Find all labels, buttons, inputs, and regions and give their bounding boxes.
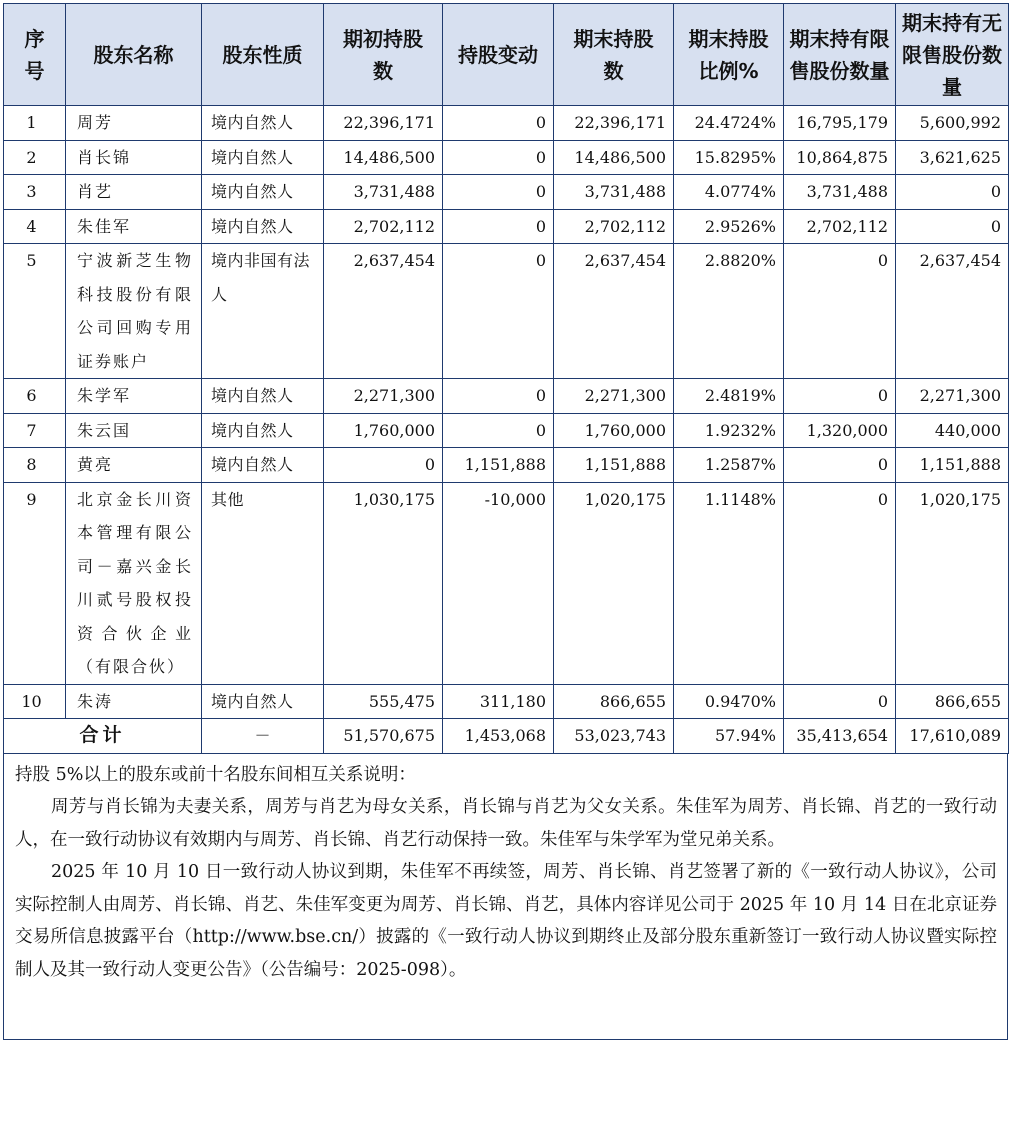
header-start: 期初持股数 [324,4,443,106]
table-row [4,448,1009,483]
cell-end: 866,655 [554,684,674,719]
cell-name: 肖长锦 [66,140,202,175]
table-row [4,379,1009,414]
cell-end: 14,486,500 [554,140,674,175]
cell-unrestricted: 1,151,888 [896,448,1009,483]
table-row [4,684,1009,719]
table-row [4,175,1009,210]
cell-ratio: 4.0774% [674,175,784,210]
cell-name: 朱佳军 [66,209,202,244]
cell-start: 14,486,500 [324,140,443,175]
cell-change: 311,180 [443,684,554,719]
cell-no: 8 [4,448,66,483]
cell-no: 3 [4,175,66,210]
cell-restricted: 16,795,179 [784,106,896,141]
header-name: 股东名称 [66,4,202,106]
total-restricted: 35,413,654 [784,719,896,754]
cell-no: 5 [4,244,66,379]
cell-unrestricted: 5,600,992 [896,106,1009,141]
cell-restricted: 2,702,112 [784,209,896,244]
cell-start: 3,731,488 [324,175,443,210]
cell-ratio: 1.9232% [674,413,784,448]
cell-ratio: 0.9470% [674,684,784,719]
total-end: 53,023,743 [554,719,674,754]
note-paragraph: 周芳与肖长锦为夫妻关系，周芳与肖艺为母女关系，肖长锦与肖艺为父女关系。朱佳军为周芳、肖长锦、肖艺的一致行动人，在一致行动协议有效期内与周芳、肖长锦、肖艺行动保持一致。朱佳军与朱学军为堂兄弟关系。 [15,797,997,850]
cell-type: 境内自然人 [202,684,324,719]
top-ten-shareholders-table [3,3,1009,754]
cell-restricted: 1,320,000 [784,413,896,448]
cell-change: 0 [443,175,554,210]
cell-change: 0 [443,209,554,244]
cell-restricted: 0 [784,244,896,379]
cell-type: 境内非国有法人 [202,244,324,379]
relationship-note [3,754,1008,1040]
cell-ratio: 24.4724% [674,106,784,141]
cell-no: 6 [4,379,66,414]
cell-change: 0 [443,413,554,448]
table-row [4,106,1009,141]
cell-change: 0 [443,106,554,141]
total-change: 1,453,068 [443,719,554,754]
cell-type: 境内自然人 [202,379,324,414]
note-title: 持股 5%以上的股东或前十名股东间相互关系说明： [15,764,416,785]
cell-restricted: 0 [784,482,896,684]
cell-name: 宁波新芝生物科技股份有限公司回购专用证券账户 [66,244,202,379]
cell-unrestricted: 2,271,300 [896,379,1009,414]
total-row [4,719,1009,754]
cell-name: 朱涛 [66,684,202,719]
cell-end: 2,702,112 [554,209,674,244]
cell-restricted: 0 [784,448,896,483]
cell-change: -10,000 [443,482,554,684]
cell-ratio: 1.2587% [674,448,784,483]
header-unrestricted: 期末持有无限售股份数量 [896,4,1009,106]
cell-start: 1,760,000 [324,413,443,448]
cell-start: 2,271,300 [324,379,443,414]
cell-change: 0 [443,140,554,175]
cell-type: 其他 [202,482,324,684]
header-type: 股东性质 [202,4,324,106]
header-end: 期末持股数 [554,4,674,106]
cell-unrestricted: 0 [896,175,1009,210]
cell-no: 10 [4,684,66,719]
cell-end: 2,271,300 [554,379,674,414]
header-restricted: 期末持有限售股份数量 [784,4,896,106]
cell-ratio: 15.8295% [674,140,784,175]
table-header-row [4,4,1009,106]
cell-unrestricted: 1,020,175 [896,482,1009,684]
table-row [4,244,1009,379]
cell-type: 境内自然人 [202,106,324,141]
cell-start: 555,475 [324,684,443,719]
table-row [4,140,1009,175]
cell-end: 1,760,000 [554,413,674,448]
total-type: － [202,719,324,754]
note-paragraph: 2025 年 10 月 10 日一致行动人协议到期，朱佳军不再续签，周芳、肖长锦、肖艺签署了新的《一致行动人协议》，公司实际控制人由周芳、肖长锦、肖艺、朱佳军变更为周芳、肖长锦、肖艺，具体内容详见公司于 2025 年 10 月 14 日在北京证券交易所信息披露平台（http://www.bse.cn/）披露的《一致行动人协议到期终止及部分股东重新签订一致行动人协议暨实际控制人及其一致行动人变更公告》（公告编号：2025-098）。 [15,862,997,980]
cell-end: 3,731,488 [554,175,674,210]
table-row [4,482,1009,684]
table-row [4,209,1009,244]
cell-ratio: 2.8820% [674,244,784,379]
cell-type: 境内自然人 [202,413,324,448]
cell-ratio: 2.9526% [674,209,784,244]
total-unrestricted: 17,610,089 [896,719,1009,754]
cell-type: 境内自然人 [202,448,324,483]
cell-start: 1,030,175 [324,482,443,684]
cell-ratio: 1.1148% [674,482,784,684]
cell-type: 境内自然人 [202,209,324,244]
table-row [4,413,1009,448]
cell-restricted: 3,731,488 [784,175,896,210]
shareholder-table-container [3,3,1008,1040]
cell-name: 黄亮 [66,448,202,483]
header-no: 序号 [4,4,66,106]
header-change: 持股变动 [443,4,554,106]
cell-unrestricted: 0 [896,209,1009,244]
cell-no: 1 [4,106,66,141]
cell-name: 北京金长川资本管理有限公司－嘉兴金长川贰号股权投资合伙企业（有限合伙） [66,482,202,684]
total-start: 51,570,675 [324,719,443,754]
cell-restricted: 0 [784,379,896,414]
total-label: 合计 [4,719,202,754]
cell-end: 22,396,171 [554,106,674,141]
cell-start: 22,396,171 [324,106,443,141]
cell-start: 2,637,454 [324,244,443,379]
cell-no: 7 [4,413,66,448]
cell-end: 1,020,175 [554,482,674,684]
cell-unrestricted: 440,000 [896,413,1009,448]
cell-name: 肖艺 [66,175,202,210]
cell-start: 2,702,112 [324,209,443,244]
cell-name: 周芳 [66,106,202,141]
cell-no: 4 [4,209,66,244]
cell-restricted: 0 [784,684,896,719]
cell-start: 0 [324,448,443,483]
cell-type: 境内自然人 [202,140,324,175]
cell-change: 0 [443,244,554,379]
cell-no: 9 [4,482,66,684]
cell-name: 朱云国 [66,413,202,448]
cell-unrestricted: 866,655 [896,684,1009,719]
cell-type: 境内自然人 [202,175,324,210]
cell-no: 2 [4,140,66,175]
cell-restricted: 10,864,875 [784,140,896,175]
cell-end: 1,151,888 [554,448,674,483]
cell-unrestricted: 2,637,454 [896,244,1009,379]
cell-end: 2,637,454 [554,244,674,379]
cell-ratio: 2.4819% [674,379,784,414]
cell-name: 朱学军 [66,379,202,414]
cell-change: 1,151,888 [443,448,554,483]
total-ratio: 57.94% [674,719,784,754]
header-ratio: 期末持股比例% [674,4,784,106]
cell-change: 0 [443,379,554,414]
cell-unrestricted: 3,621,625 [896,140,1009,175]
